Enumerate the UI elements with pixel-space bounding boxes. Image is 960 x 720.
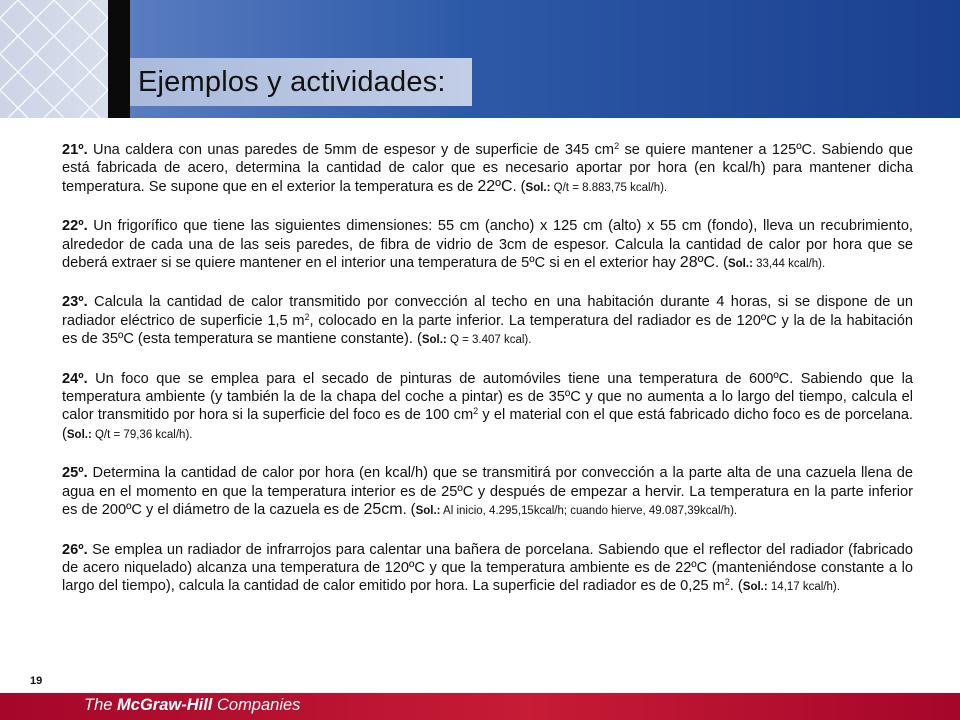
slide-header xyxy=(0,0,960,118)
solution-label: Sol.: xyxy=(415,505,441,518)
exercise-25 xyxy=(62,464,913,520)
exercise-text: y el material con el que está fabricado dicho foco es de porcelana. ( xyxy=(62,407,913,442)
solution-value: Q/t = 8.883,75 kcal/h). xyxy=(550,181,668,194)
footer-bar xyxy=(0,693,960,720)
superscript: 2 xyxy=(473,406,479,417)
exercise-text-large: 22ºC xyxy=(477,177,513,195)
exercise-number: 26º. xyxy=(62,541,88,558)
logo-brand: McGraw-Hill xyxy=(117,696,213,714)
exercise-text: Un foco que se emplea para el secado de pinturas de automóviles tiene una temperatura de 600ºC. Sabiendo que la temperatura ambiente (y también la de la chapa del coche a pintar) es de 35ºC y que no aumenta a lo largo del tiempo, calcula el calor transmitido por hora si la superficie del foco es de 100 cm xyxy=(62,370,913,424)
header-black-bar xyxy=(108,0,130,118)
solution-value: 14,17 kcal/h). xyxy=(767,581,840,594)
page-number: 19 xyxy=(30,675,43,687)
exercise-text: Una caldera con unas paredes de 5mm de espesor y de superficie de 345 cm xyxy=(87,142,615,158)
solution-open: . ( xyxy=(402,502,416,519)
exercise-text-large: 25cm xyxy=(363,501,403,519)
exercise-text: Se emplea un radiador de infrarrojos para calentar una bañera de porcelana. Sabiendo que el reflector del radiador (fabricado de acero niquelado) alcanza una temperatura de 120ºC y que la temperatura ambiente es de 22ºC (manteniéndose constante a lo largo del tiempo), calcula la cantidad de calor emitido por hora. La superficie del radiador es de 0,25 m xyxy=(62,541,913,595)
solution-value: 33,44 kcal/h). xyxy=(752,258,826,271)
solution-value: Q = 3.407 kcal). xyxy=(446,334,532,347)
solution-label: Sol.: xyxy=(525,181,551,194)
exercise-text-large: 28ºC xyxy=(679,254,715,272)
solution-label: Sol.: xyxy=(742,581,768,594)
solution-open: . ( xyxy=(512,178,526,195)
exercise-list xyxy=(62,141,913,617)
solution-label: Sol.: xyxy=(727,258,753,271)
exercise-number: 25º. xyxy=(62,465,88,482)
solution-label: Sol.: xyxy=(421,334,447,347)
exercise-24 xyxy=(62,370,913,445)
exercise-text: , colocado en la parte inferior. La temperatura del radiador es de 120ºC y la de la habitación es de 35ºC (esta temperatura se mantiene constante). ( xyxy=(62,312,913,348)
logo-suffix: Companies xyxy=(212,696,301,714)
exercise-text: . ( xyxy=(729,578,743,595)
exercise-text: Un frigorífico que tiene las siguientes dimensiones: 55 cm (ancho) x 125 cm (alto) x 55 cm (fondo), lleva un recubrimiento, alrededor de cada una de las seis paredes, de fibra de vidrio de 3cm de espesor. Calcula la cantidad de calor por hora que se deberá extraer si se quiere mantener en el interior una temperatura de 5ºC si en el exterior hay xyxy=(62,218,913,272)
exercise-22 xyxy=(62,217,913,273)
superscript: 2 xyxy=(614,141,620,151)
logo-prefix: The xyxy=(84,696,118,714)
exercise-21 xyxy=(62,141,913,197)
exercise-text: se quiere mantener a 125ºC. Sabiendo que está fabricada de acero, determina la cantidad de calor que es necesario aportar por hora (en kcal/h) para mantener dicha temperatura. Se supone que en el exterior la temperatura es de xyxy=(62,142,913,195)
solution-value: Al inicio, 4.295,15kcal/h; cuando hierve, 49.087,39kcal/h). xyxy=(440,505,738,518)
superscript: 2 xyxy=(304,311,310,322)
exercise-text: Calcula la cantidad de calor transmitido por convección al techo en una habitación durante 4 horas, si se dispone de un radiador eléctrico de superficie 1,5 m xyxy=(62,294,913,329)
solution-open: . ( xyxy=(715,255,728,272)
exercise-23 xyxy=(62,293,913,349)
exercise-number: 24º. xyxy=(62,370,88,387)
exercise-26 xyxy=(62,541,913,597)
slide-title: Ejemplos y actividades: xyxy=(138,66,446,98)
solution-label: Sol.: xyxy=(66,428,92,441)
superscript: 2 xyxy=(724,577,730,588)
exercise-number: 23º. xyxy=(62,294,88,311)
exercise-number: 22º. xyxy=(62,218,88,235)
exercise-text: Determina la cantidad de calor por hora (en kcal/h) que se transmitirá por convección a la parte alta de una cazuela llena de agua en el momento en que la temperatura interior es de 25ºC y después de empezar a hervir. La temperatura en la parte inferior es de 200ºC y el diámetro de la cazuela es de xyxy=(62,465,913,519)
solution-value: Q/t = 79,36 kcal/h). xyxy=(91,428,193,441)
publisher-logo xyxy=(84,696,300,715)
exercise-number: 21º. xyxy=(62,142,88,158)
